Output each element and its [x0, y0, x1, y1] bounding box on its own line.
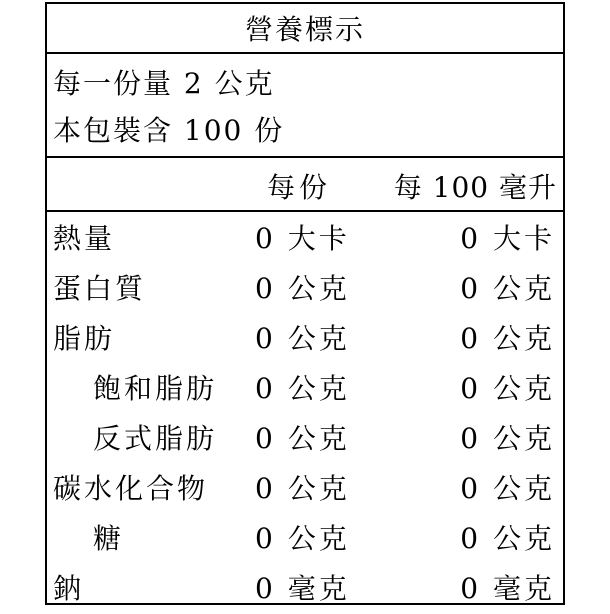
- nutrient-value-per-serving: 0 公克: [255, 522, 350, 555]
- nutrient-name: 蛋白質: [53, 272, 147, 305]
- nutrient-value-per-100ml: 0 公克: [460, 472, 555, 505]
- nutrient-value-per-100ml: 0 公克: [460, 272, 555, 305]
- nutrient-row-fat: [47, 314, 563, 364]
- nutrient-row-sodium: [47, 564, 563, 614]
- header-per-100ml: 每 100 毫升: [393, 171, 557, 204]
- nutrient-row-protein: [47, 264, 563, 314]
- nutrient-name: 飽和脂肪: [93, 372, 218, 405]
- nutrient-row-trans-fat: [47, 414, 563, 464]
- nutrient-value-per-serving: 0 公克: [255, 272, 350, 305]
- header-per-serving: 每份: [267, 171, 332, 204]
- nutrient-value-per-100ml: 0 公克: [460, 422, 555, 455]
- nutrient-name: 反式脂肪: [93, 422, 218, 455]
- nutrient-value-per-serving: 0 公克: [255, 372, 350, 405]
- servings-per-package: 本包裝含 100 份: [53, 114, 285, 147]
- nutrient-row-sugar: [47, 514, 563, 564]
- nutrient-value-per-100ml: 0 公克: [460, 372, 555, 405]
- nutrient-value-per-100ml: 0 公克: [460, 322, 555, 355]
- nutrient-value-per-serving: 0 公克: [255, 322, 350, 355]
- label-title-text: 營養標示: [244, 13, 365, 46]
- nutrient-name: 鈉: [53, 572, 85, 605]
- nutrient-value-per-100ml: 0 大卡: [460, 222, 555, 255]
- nutrient-name: 熱量: [53, 222, 116, 255]
- serving-info: [47, 54, 563, 158]
- nutrition-label: [45, 2, 565, 605]
- nutrient-value-per-100ml: 0 公克: [460, 522, 555, 555]
- nutrient-name: 碳水化合物: [53, 472, 209, 505]
- nutrient-value-per-serving: 0 公克: [255, 422, 350, 455]
- nutrient-rows: [47, 212, 563, 614]
- nutrient-value-per-serving: 0 公克: [255, 472, 350, 505]
- nutrient-row-carbohydrate: [47, 464, 563, 514]
- nutrient-value-per-100ml: 0 毫克: [460, 572, 555, 605]
- serving-size: 每一份量 2 公克: [53, 67, 275, 100]
- label-title: [47, 4, 563, 54]
- column-headers: [47, 158, 563, 212]
- nutrient-value-per-serving: 0 毫克: [255, 572, 350, 605]
- nutrient-value-per-serving: 0 大卡: [255, 222, 350, 255]
- nutrient-row-saturated-fat: [47, 364, 563, 414]
- nutrient-name: 糖: [93, 522, 125, 555]
- nutrient-name: 脂肪: [53, 322, 116, 355]
- nutrient-row-calories: [47, 214, 563, 264]
